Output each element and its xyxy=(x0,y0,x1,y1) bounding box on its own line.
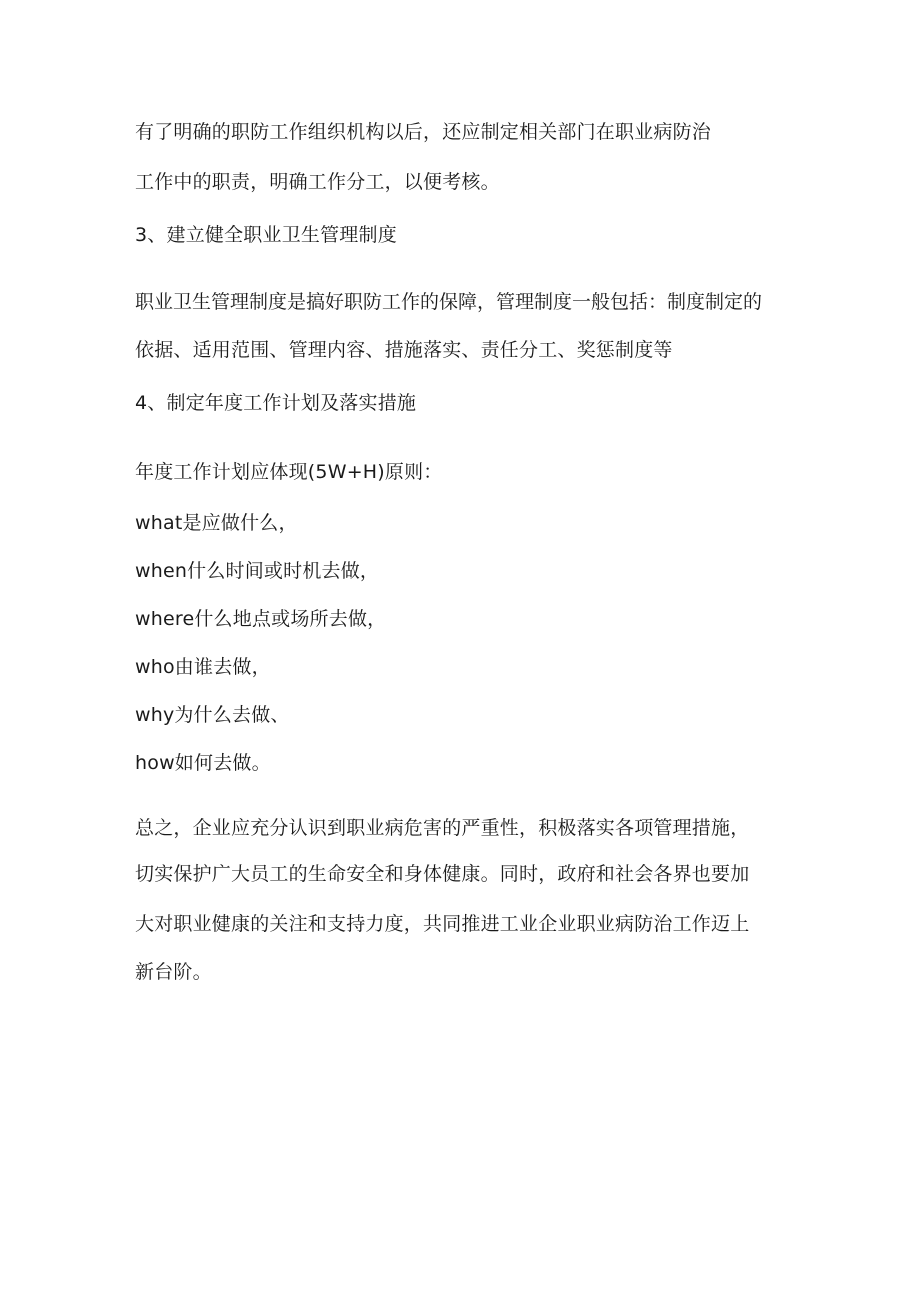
conclusion-line-3: 大对职业健康的关注和支持力度，共同推进工业企业职业病防治工作迈上 xyxy=(135,913,750,935)
principle-why: why为什么去做、 xyxy=(135,704,290,726)
paragraph-1-line-2: 工作中的职责，明确工作分工，以便考核。 xyxy=(135,171,500,193)
plan-intro: 年度工作计划应体现(5W+H)原则： xyxy=(135,461,443,483)
paragraph-1-line-1: 有了明确的职防工作组织机构以后，还应制定相关部门在职业病防治 xyxy=(135,121,712,143)
principle-what: what是应做什么， xyxy=(135,512,298,534)
conclusion-line-1: 总之，企业应充分认识到职业病危害的严重性，积极落实各项管理措施， xyxy=(135,817,750,839)
conclusion-line-2: 切实保护广大员工的生命安全和身体健康。同时，政府和社会各界也要加 xyxy=(135,863,750,885)
principle-when: when什么时间或时机去做， xyxy=(135,560,380,582)
section-heading-4: 4、制定年度工作计划及落实措施 xyxy=(135,392,417,414)
conclusion-line-4: 新台阶。 xyxy=(135,961,212,983)
paragraph-2-line-1: 职业卫生管理制度是搞好职防工作的保障，管理制度一般包括：制度制定的 xyxy=(135,291,763,313)
principle-who: who由谁去做， xyxy=(135,656,271,678)
principle-how: how如何去做。 xyxy=(135,752,271,774)
principle-where: where什么地点或场所去做， xyxy=(135,608,387,630)
paragraph-2-line-2: 依据、适用范围、管理内容、措施落实、责任分工、奖惩制度等 xyxy=(135,339,673,361)
section-heading-3: 3、建立健全职业卫生管理制度 xyxy=(135,224,397,246)
